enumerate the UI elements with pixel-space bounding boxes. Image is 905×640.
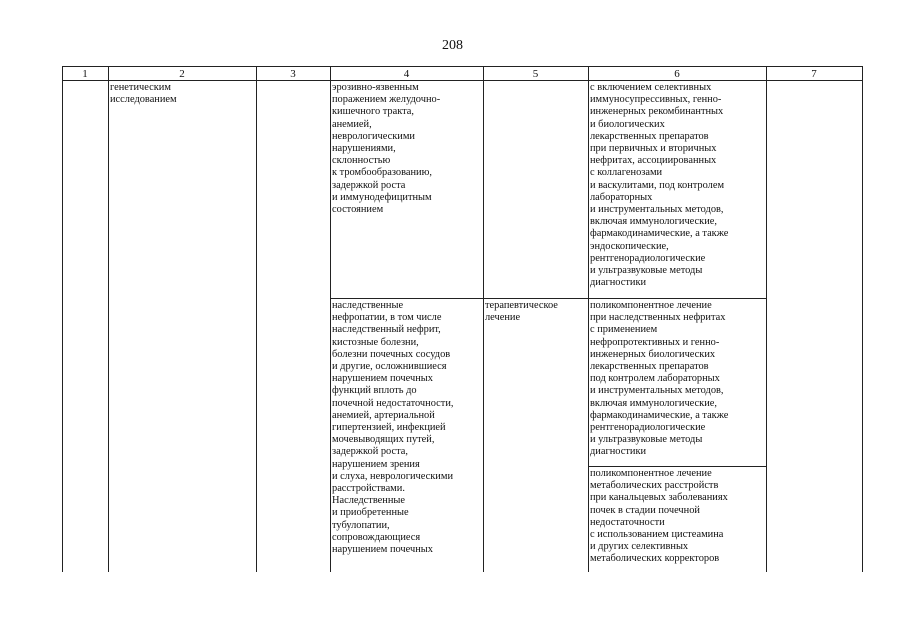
row2-col4-text: наследственные нефропатии, в том числе наследственный нефрит, кистозные болезни, болезни почечных сосудов и другие, осложнившиеся нарушением почечных функций вплоть до почечной недостаточности, анемией, артериальной гипертензией, инфекцией мочевыводящих путей, задержкой роста, нарушением зрения и слуха, неврологическими расстройствами. Наследственные и приобретенные тубулопатии, сопровождающиеся нарушением почечных: [332, 300, 454, 556]
row2-col5-text: терапевтическое лечение: [485, 300, 558, 324]
header-col-1: 1: [82, 68, 88, 80]
header-col-7: 7: [811, 68, 817, 80]
row2-col6b-text: поликомпонентное лечение метаболических расстройств при канальцевых заболеваниях почек в стадии почечной недостаточности с использованием цистеамина и других селективных метаболических корректоров: [590, 468, 728, 565]
header-col-3: 3: [290, 68, 296, 80]
row1-col6-text: с включением селективных иммуносупрессивных, генно- инженерных рекомбинантных и биологических лекарственных препаратов при первичных и вторичных нефритах, ассоциированных с коллагенозами и васкулитами, под контролем лабораторных и инструментальных методов, включая иммунологические, фармакодинамические, а также эндоскопические, рентгенорадиологические и ультразвуковые методы диагностики: [590, 82, 729, 289]
page-number: 208: [442, 38, 463, 53]
header-col-5: 5: [532, 68, 539, 80]
row1-col2-text: генетическим исследованием: [110, 82, 177, 106]
header-col-4: 4: [403, 68, 410, 80]
row1-col4-text: эрозивно-язвенным поражением желудочно- кишечного тракта, анемией, неврологическими нарушениями, склонностью к тромбообразованию, задержкой роста и иммунодефицитным состоянием: [332, 82, 441, 216]
header-col-2: 2: [179, 68, 185, 80]
row2-col6a-text: поликомпонентное лечение при наследственных нефритах с применением нефропротективных и генно- инженерных биологических лекарственных препаратов под контролем лабораторных и инструментальных методов, включая иммунологические, фармакодинамические, а также рентгенорадиологические и ультразвуковые методы диагностики: [590, 300, 729, 458]
header-col-6: 6: [674, 68, 680, 80]
